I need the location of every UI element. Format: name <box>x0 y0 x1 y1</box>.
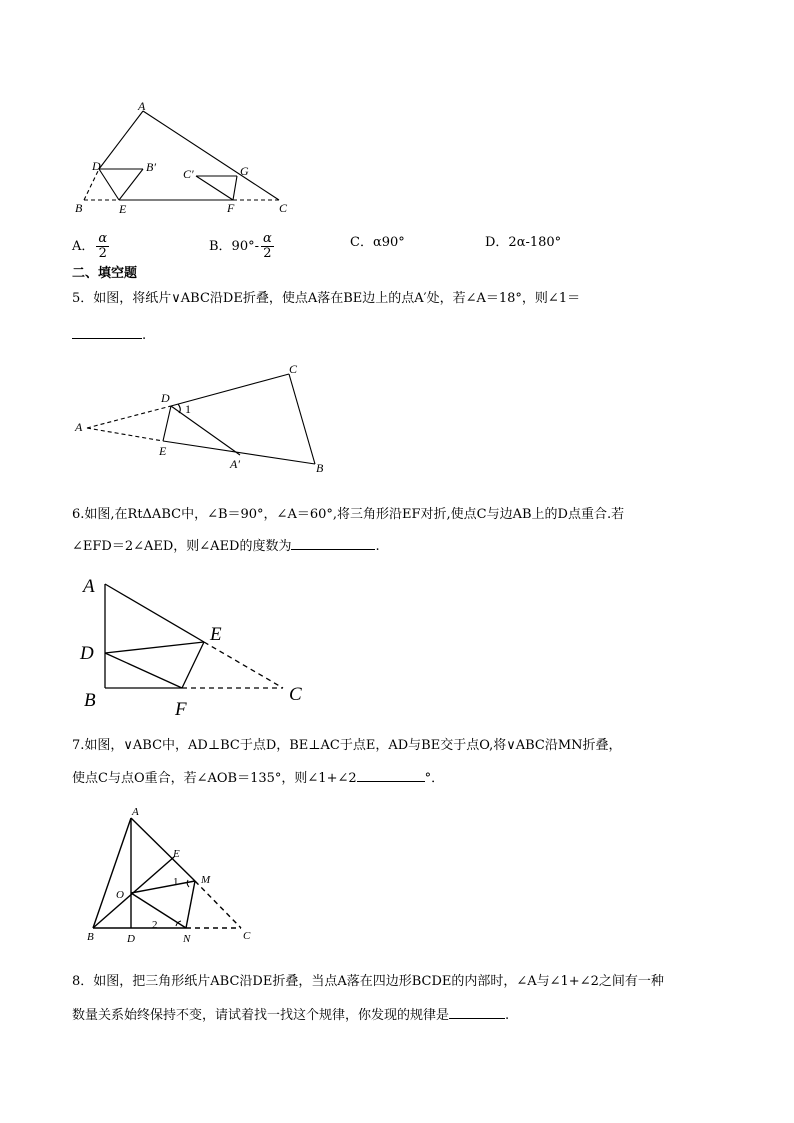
q6-text-line2: ∠EFD＝2∠AED，则∠AED的度数为 . <box>72 536 380 556</box>
fig7-label-b: B <box>87 931 94 943</box>
q8-text-line1: 8．如图，把三角形纸片ABC沿DE折叠，当点A落在四边形BCDE的内部时，∠A与∠1+∠2之间有一种 <box>72 974 664 989</box>
option-a: A． $\frac{\alpha}{2}$ <box>72 231 108 261</box>
fig4-label-g: G <box>240 164 249 178</box>
option-d: D．2α-180° <box>485 235 562 250</box>
fig6-label-c: C <box>289 684 302 705</box>
q5-text-line1: 5．如图，将纸片∨ABC沿DE折叠，使点A落在BE边上的点A′处，若∠A＝18°，则∠1＝ <box>72 291 581 306</box>
fig6-label-e: E <box>210 624 222 645</box>
fig4-label-e: E <box>119 202 127 216</box>
option-b: B．90°- $\frac{\alpha}{2}$ <box>209 231 272 261</box>
fig5-label-a: A <box>75 420 83 434</box>
fig6-label-f: F <box>175 699 187 720</box>
fig5-label-e: E <box>159 444 167 458</box>
option-b-denominator: 2 <box>263 246 272 261</box>
fig7-side-ae <box>131 818 195 881</box>
option-c: C．α90° <box>350 235 405 250</box>
option-b-numerator: α <box>263 231 272 246</box>
fig7-label-1: 1 <box>173 876 179 888</box>
fig5-label-c: C <box>289 362 298 376</box>
fig7-label-a: A <box>132 806 139 818</box>
fig7-label-n: N <box>183 933 191 945</box>
fig4-label-d: D <box>92 159 101 173</box>
fig7-angle-arc-1 <box>187 880 189 887</box>
fig4-label-f: F <box>227 201 235 215</box>
fig5-label-d: D <box>161 391 170 405</box>
fig4-label-c: C <box>279 201 288 215</box>
fig4-label-b: B <box>75 201 83 215</box>
fig7-label-e: E <box>173 848 180 860</box>
fig5-label-b: B <box>316 461 324 475</box>
fig7-dashed-mc <box>195 881 241 928</box>
q8-text-line2: 数量关系始终保持不变，请试着找一找这个规律，你发现的规律是 . <box>72 1005 509 1025</box>
fig5-label-1: 1 <box>185 402 191 416</box>
fig7-label-m: M <box>201 874 211 886</box>
fig4-label-bp: B′ <box>146 160 156 174</box>
fig5-label-ap: A′ <box>230 457 240 471</box>
fig7-label-o: O <box>116 889 124 901</box>
fig7-label-d: D <box>127 933 135 945</box>
fig7-label-c: C <box>243 930 251 942</box>
fig6-label-a: A <box>83 576 95 597</box>
option-a-numerator: α <box>98 231 108 246</box>
section-heading: 二、填空题 <box>72 266 138 281</box>
q6-text-line1: 6.如图,在RtΔABC中，∠B＝90°，∠A＝60°,将三角形沿EF对折,使点C与边AB上的D点重合.若 <box>72 507 625 522</box>
q5-text-line2: . <box>72 325 146 345</box>
option-a-denominator: 2 <box>98 246 107 261</box>
fig7-fold-mn <box>186 881 195 928</box>
q8-answer-blank <box>449 1005 505 1019</box>
q7-text-line2: 使点C与点O重合，若∠AOB＝135°，则∠1+∠2 °． <box>72 768 444 788</box>
fig6-label-b: B <box>84 690 96 711</box>
fig4-label-a: A <box>138 99 146 113</box>
fig7-label-2: 2 <box>152 919 158 931</box>
fig6-label-d: D <box>80 643 94 664</box>
q7-text-line1: 7.如图，∨ABC中，AD⊥BC于点D，BE⊥AC于点E，AD与BE交于点O,将∨ABC沿MN折叠， <box>72 738 622 753</box>
fig4-label-cp: C′ <box>183 167 194 181</box>
